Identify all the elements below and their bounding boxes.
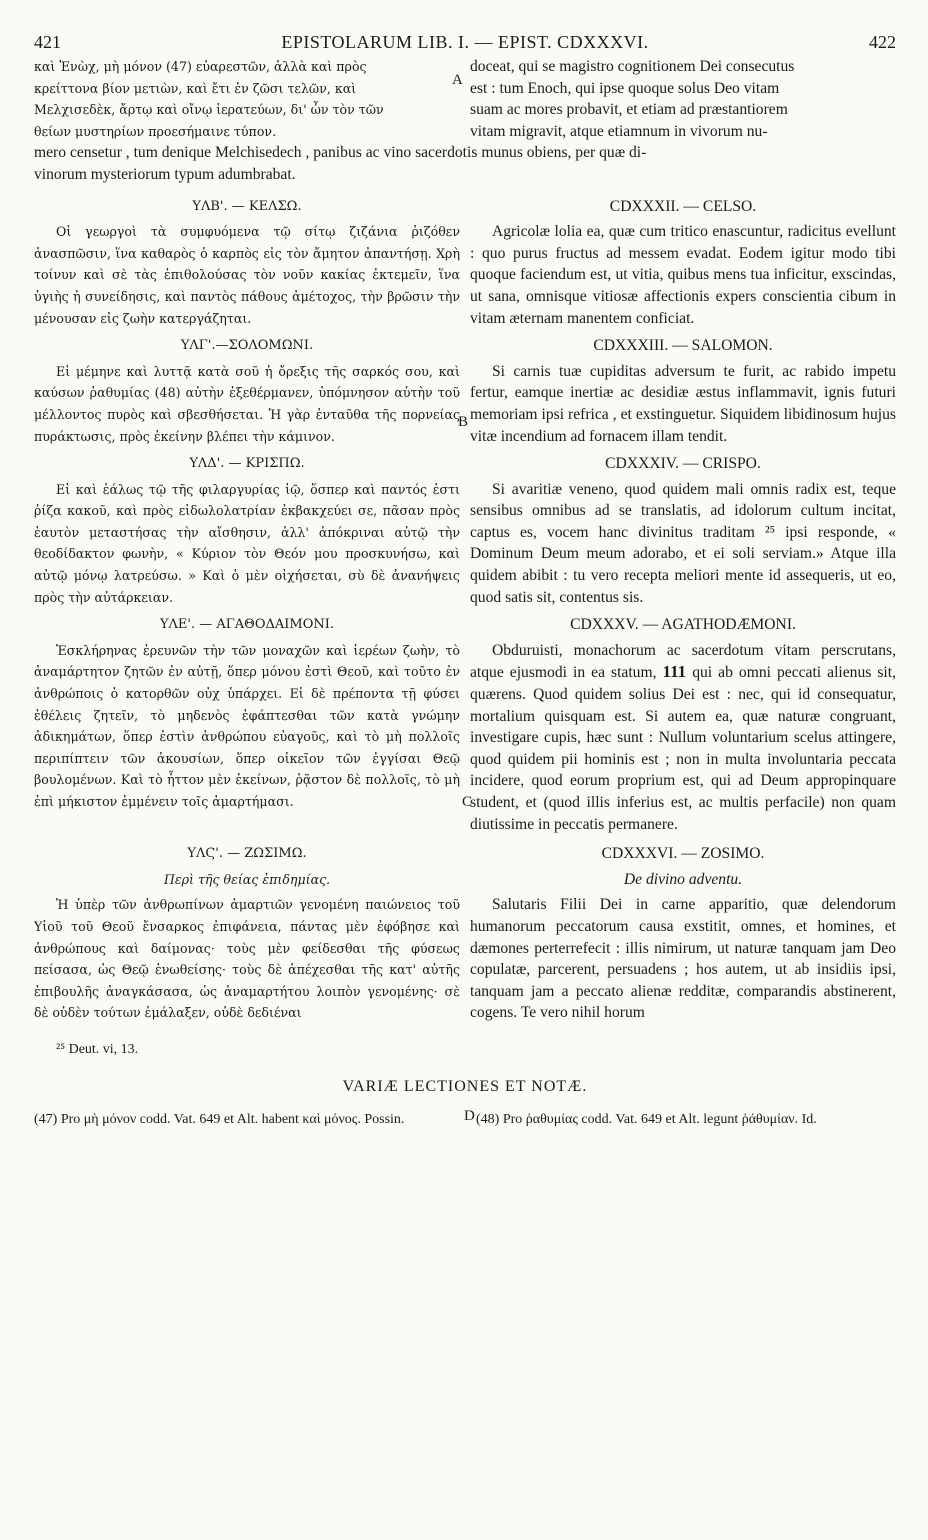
letter-heading-latin: CDXXXII. — CELSO. <box>609 197 757 215</box>
running-title: EPISTOLARUM LIB. I. — EPIST. CDXXXVI. <box>281 32 649 52</box>
text-line: θείων μυστηρίων προεσήμαινε τύπον. <box>34 123 277 139</box>
letter-text-latin: Si carnis tuæ cupiditas adversum te furit, ac rabido impetu fertur, eamque inertiæ ac desidiæ æstus inflammavit, ignis futuri memoriam ipsi refrica , et exstinguetur. Siquidem libidinosum hujus vitæ incendium ad fornacem illam tendit. <box>470 362 896 445</box>
full-width-line: mero censetur , tum denique Melchisedech , panibus ac vino sacerdotis munus obiens, per quæ di- <box>34 144 647 162</box>
latin-column <box>470 56 896 142</box>
full-width-line: vinorum mysteriorum typum adumbrabat. <box>34 165 296 183</box>
letter-text-greek: Εἰ μέμηνε καὶ λυττᾷ κατὰ σοῦ ἡ ὄρεξις τῆς σαρκός σου, καὶ καύσων ῥαθυμίας (48) αὐτὴν ἐξεθέρμανεν, ὑπόμνησον αὐτὴν τοῦ μέλλοντος πυρὸς καὶ σβεσθήσεται. Ἡ γὰρ ἐνταῦθα τῆς πορνείας πυράκτωσις, πρὸς ἐκείνην βλέπει τὴν κάμινον. <box>34 363 460 444</box>
text-line: doceat, qui se magistro cognitionem Dei consecutus <box>470 58 795 75</box>
letter-text-latin: Agricolæ lolia ea, quæ cum tritico enascuntur, radicitus evellunt : quo purus fructus ad messem evadat. Eodem igitur modo tibi quoque faciendum est, ut vitia, quibus mens tua inficitur, exscindas, ut sana, omnisque vitiosæ affectionis expers conscientia cibum in vitam æternam manentem conficiat. <box>470 223 896 327</box>
letter-heading-greek: ΥΛΓ'.—ΣΟΛΟΜΩΝΙ. <box>180 338 314 354</box>
page-number-right: 422 <box>869 32 896 52</box>
text-line: καὶ Ἐνὼχ, μὴ μόνον (47) εὐαρεστῶν, ἀλλὰ καὶ πρὸς <box>34 59 367 74</box>
page-header <box>34 30 896 56</box>
latin-text-part: Obduruisti, monachorum ac sacerdotum vitam perscrutans, atque ejusmodi in ea statum, <box>470 641 896 682</box>
letter-text-greek: Εἰ καὶ ἑάλως τῷ τῆς φιλαργυρίας ἰῷ, ὅσπερ καὶ παντός ἐστι ῥίζα κακοῦ, καὶ πρὸς εἰδωλολατρίαν ἐκβακχεύει σε, πᾶσαν πρὸς ἑαυτὸν μεταστήσας τὴν αἴσθησιν, ἀλλ' ἀπόκριναι αὐτῷ τὴν θεοδίδακτον φωνὴν, « Κύριον τὸν Θεόν μου προσκυνήσω, καὶ αὐτῷ μόνῳ λατρεύσω. » Καὶ ὁ μὲν οἰχήσεται, σὺ δὲ ἀνανήψεις πρὸς τὴν αὐτάρκειαν. <box>34 481 460 605</box>
letter-heading-latin: CDXXXV. — AGATHODÆMONI. <box>570 616 796 634</box>
text-line: suam ac mores probavit, et etiam ad præstantiorem <box>470 101 788 119</box>
margin-marker-b: B <box>458 414 469 430</box>
latin-text-part: qui ab omni peccati alienus sit, quærens. Quod quidem solius Dei est : nec, qui id consequatur, mortalium quisquam est. Si autem ea, quæ naturæ congruant, investigare cupis, hæc sunt : Nullum voluntarium scelus attingere, quod quidem pii hominis est ; non in multa involuntaria peccata incidere, quod eorum proprium est, qui ad Deum appropinquare student, et (quod illis inferius est, ac multis perfacile) non quam diutissime in peccatis permanere. <box>470 664 896 833</box>
footnote: ²⁵ Deut. vi, 13. <box>56 1041 139 1057</box>
text-line: vitam migravit, atque etiamnum in vivorum nu- <box>470 122 768 140</box>
letter-text-greek: Οἱ γεωργοὶ τὰ συμφυόμενα τῷ σίτῳ ζιζάνια ῥιζόθεν ἀνασπῶσιν, ἵνα καθαρὸς ὁ καρπὸς εἰς τὸν ἄμητον ἀπαντήσῃ. Χρὴ τοίνυν καὶ σὲ τὰς ἐπιθολούσας τὸν νοῦν κακίας ἐκτεμεῖν, ἵνα ὑγιὴς ἡ συνείδησις, καὶ παντὸς πάθους ἀμέτοχος, τὴν βρῶσιν τὴν μένουσαν εἰς ζωὴν κατεργάζηται. <box>34 224 460 326</box>
letter-heading-greek: ΥΛΔ'. — ΚΡΙΣΠΩ. <box>189 456 305 472</box>
variae-lectiones-title: VARIÆ LECTIONES ET NOTÆ. <box>342 1077 588 1095</box>
note-47: (47) Pro μὴ μόνον codd. Vat. 649 et Alt. habent καὶ μόνος. Possin. <box>34 1111 405 1127</box>
letter-subtitle-greek: Περὶ τῆς θείας ἐπιδημίας. <box>163 871 331 887</box>
letter-text-latin: Si avaritiæ veneno, quod quidem mali omnis radix est, teque sensibus omnibus ad se translatis, ad idolorum cultum incitat, captus es, vocem hanc divinitus traditam ²⁵ ipsi responde, « Dominum Deum meum adorabo, et ei soli serviam.» Atque illa quidem abibit : tu vero recepta meliori mente id assequeris, ut eo, quod satis sit, contentus sis. <box>470 480 896 606</box>
letter-heading-latin: CDXXXIV. — CRISPO. <box>605 455 761 473</box>
margin-marker-d: D <box>464 1108 475 1124</box>
note-48: (48) Pro ῥαθυμίας codd. Vat. 649 et Alt. legunt ῥάθυμίαν. Id. <box>476 1111 817 1127</box>
letter-subtitle-latin: De divino adventu. <box>623 870 743 888</box>
column-number: 111 <box>662 662 687 682</box>
letter-432 <box>34 190 896 330</box>
margin-marker-a: A <box>452 72 463 88</box>
page <box>34 30 896 1129</box>
letter-text-greek: Ἐσκλήρηνας ἐρευνῶν τὴν τῶν μοναχῶν καὶ ἱερέων ζωὴν, τὸ ἀναμάρτητον ζητῶν ἐν αὐτῇ, ὅπερ μόνου ἐστὶ Θεοῦ, καὶ τοῦτο ἐν ἀνθρώποις ὁ κατορθῶν οὐχ ὑπάρχει. Εἰ δὲ πρέποντα τῇ φύσει ἐθέλεις ζητεῖν, τὸ μηδενὸς ἐφάπτεσθαι τῶν κατὰ γνώμην ἀδικημάτων, ὅπερ ἐστὶν ἀνθρώπου εὐαγοῦς, καὶ τὸ μὴ πολλοῖς περιπίπτειν τῶν ἀκουσίων, ὅπερ οἰκεῖον τῶν ἐγγίσαι Θεῷ βουλομένων. Καὶ τὸ ἧττον μὲν ἐκείνων, ῥᾷστον δὲ πολλοῖς, τὸ μὴ ἐπὶ μήκιστον ἐμμένειν τοῖς ἁμαρτήμασι. <box>34 642 460 809</box>
page-number-left: 421 <box>34 32 61 52</box>
text-line: est : tum Enoch, qui ipse quoque solus Deo vitam <box>470 79 780 97</box>
letter-heading-greek: ΥΛϚ'. — ΖΩΣΙΜΩ. <box>187 846 307 862</box>
letter-heading-latin: CDXXXVI. — ZOSIMO. <box>601 845 765 863</box>
text-line: κρείττονα βίον μετιὼν, καὶ ἔτι ἐν ζῶσι τελῶν, καὶ <box>34 80 357 96</box>
letter-heading-greek: ΥΛΒ'. — ΚΕΛΣΩ. <box>192 198 302 214</box>
letter-text-greek: Ἡ ὑπὲρ τῶν ἀνθρωπίνων ἁμαρτιῶν γενομένη παιώνειος τοῦ Υἱοῦ τοῦ Θεοῦ ἔνσαρκος ἐπιφάνεια, πάντας μὲν ἐφόβησε καὶ ἀνθρώπους καὶ δαίμονας· τοὺς μὲν φείδεσθαι τῆς φύσεως πείσασα, ὡς Θεῷ ἑνωθείσης· τοὺς δὲ ἀπέχεσθαι τῆς κατ' αὐτῆς ἐπιβουλῆς ἀναγκάσασα, ὡς ἀναμαρτήτου λοιπὸν γενομένης· σὲ δὲ οὐδὲν τούτων ἐμάλαξεν, οὐδὲ δεδιέναι <box>34 897 460 1021</box>
letter-434 <box>34 447 896 608</box>
letter-text-latin <box>470 640 896 835</box>
greek-column <box>34 56 460 142</box>
text-line: Μελχισεδὲκ, ἄρτῳ καὶ οἴνῳ ἱερατεύων, δι' ὧν τὸν τῶν <box>34 102 384 118</box>
letter-text-latin: Salutaris Filii Dei in carne apparitio, quæ delendorum humanorum peccatorum causa exstitit, omnes, et homines, et dæmones perterrefecit : illis nimirum, ut naturæ tanquam jam Deo copulatæ, parcerent, persuadens ; hos autem, ut ab insidiis ipsi, tanquam jam a peccato alienæ redditæ, comparandis abstinerent, cogens. Te vero nihil horum <box>470 896 896 1022</box>
margin-marker-c: C <box>462 794 473 810</box>
top-continuation <box>34 56 896 142</box>
letter-heading-greek: ΥΛΕ'. — ΑΓΑΘΟΔΑΙΜΟΝΙ. <box>159 617 335 633</box>
letter-436 <box>34 837 896 1024</box>
letter-heading-latin: CDXXXIII. — SALOMON. <box>593 337 773 355</box>
